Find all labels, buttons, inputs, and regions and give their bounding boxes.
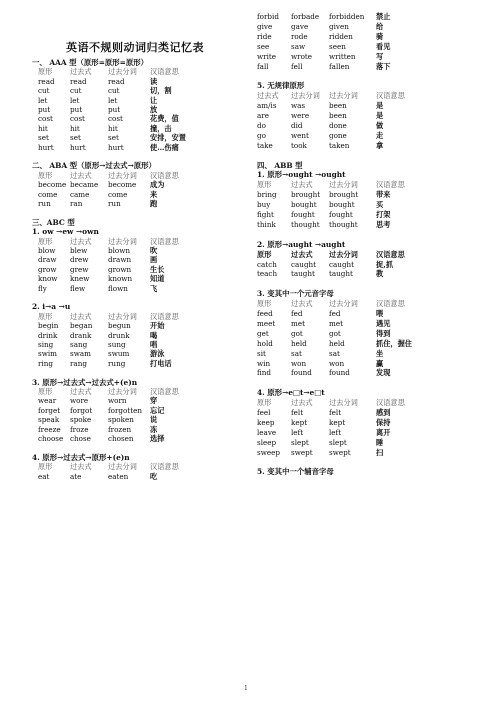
past-participle: ridden [329, 31, 353, 41]
chinese-meaning: 教 [376, 269, 384, 279]
past-tense: fell [291, 61, 303, 71]
base-form: go [257, 130, 266, 140]
base-form: bring [257, 190, 277, 200]
past-participle: forbidden [329, 12, 365, 21]
base-form: blow [38, 246, 56, 255]
chinese-meaning: 成为 [150, 180, 165, 190]
base-form: hit [38, 123, 48, 133]
past-participle: grown [108, 264, 132, 274]
past-tense: 过去式 [70, 462, 92, 472]
past-participle: rung [108, 358, 126, 368]
past-participle: spoken [108, 415, 134, 425]
base-form: fight [257, 210, 274, 219]
chinese-meaning: 汉语意思 [150, 236, 179, 246]
past-tense: took [291, 140, 307, 150]
chinese-meaning: 抓住，握住 [376, 338, 412, 348]
past-tense: put [70, 105, 83, 114]
past-participle: 过去分词 [108, 67, 137, 77]
past-participle: 过去分词 [329, 249, 358, 259]
past-tense: cost [70, 114, 85, 124]
base-form: keep [257, 417, 275, 427]
past-participle: 过去分词 [108, 387, 137, 396]
past-participle: known [108, 274, 133, 284]
past-participle: come [108, 189, 128, 199]
section-header: 二、 ABA 型（原形→过去式→原形） [32, 161, 156, 171]
base-form: take [257, 140, 273, 150]
chinese-meaning: 看见 [376, 41, 391, 51]
chinese-meaning: 感到 [376, 408, 391, 417]
past-participle: swept [329, 447, 351, 457]
base-form: read [38, 76, 55, 86]
past-participle: met [329, 318, 343, 328]
section-header: 一、 AAA 型（原形=原形=原形） [32, 58, 149, 67]
chinese-meaning: 喂 [376, 309, 384, 318]
past-participle: 过去分词 [329, 299, 358, 309]
past-tense: bought [291, 200, 317, 210]
subsection-header: 3. 原形→过去式→过去式+(e)n [32, 377, 138, 387]
subsection-header: 4. 原形→e□t→e□t [257, 388, 325, 398]
chinese-meaning: 飞 [150, 283, 158, 293]
base-form: buy [257, 200, 271, 210]
chinese-meaning: 汉语意思 [376, 91, 405, 101]
base-form: leave [257, 427, 277, 437]
past-participle: kept [329, 417, 346, 427]
past-tense: saw [291, 41, 306, 51]
chinese-meaning: 思考 [376, 219, 391, 229]
page-title: 英语不规则动词归类记忆表 [66, 41, 204, 54]
past-participle: chosen [108, 434, 134, 443]
base-form: sit [257, 348, 266, 358]
past-tense: 过去式 [70, 67, 92, 77]
past-participle: blown [108, 246, 131, 255]
past-participle: hurt [108, 142, 124, 152]
base-form: sing [38, 340, 54, 349]
chinese-meaning: 说 [150, 415, 158, 425]
past-participle: hit [108, 123, 118, 133]
chinese-meaning: 开始 [150, 321, 165, 331]
subsection-header: 2. i→a →u [32, 302, 71, 312]
base-form: fly [38, 283, 47, 293]
chinese-meaning: 唱 [150, 340, 158, 349]
past-participle: forgotten [108, 405, 143, 415]
past-tense: wrote [291, 51, 313, 61]
past-tense: was [291, 101, 306, 111]
past-participle: 过去分词 [329, 180, 358, 190]
past-participle: 过去分词 [108, 311, 137, 321]
past-participle: 过去分词 [329, 91, 358, 101]
base-form: 原形 [38, 170, 53, 180]
past-tense: ran [70, 199, 83, 208]
subsection-header: 5. 无规律原形 [257, 81, 305, 91]
past-tense: rode [291, 31, 308, 41]
past-participle: 过去分词 [329, 398, 358, 408]
past-tense: held [291, 338, 307, 348]
chinese-meaning: 拿 [376, 140, 384, 150]
chinese-meaning: 吃 [150, 471, 158, 481]
chinese-meaning: 睡 [376, 437, 384, 447]
base-form: cut [38, 86, 50, 96]
past-tense: forgot [70, 405, 93, 415]
past-tense: cut [70, 86, 82, 96]
past-participle: cost [108, 114, 123, 124]
base-form: begin [38, 321, 59, 331]
chinese-meaning: 让 [150, 95, 158, 105]
past-participle: thought [329, 219, 358, 229]
past-tense: froze [70, 424, 89, 434]
past-participle: eaten [108, 471, 129, 481]
base-form: swim [38, 349, 57, 359]
past-tense: forbade [291, 12, 320, 21]
past-participle: 过去分词 [108, 462, 137, 472]
past-tense: hit [70, 123, 80, 133]
past-tense: taught [291, 269, 315, 279]
base-form: hurt [38, 142, 54, 152]
past-participle: seen [329, 41, 346, 51]
past-tense: got [291, 328, 303, 338]
base-form: hold [257, 338, 273, 348]
chinese-meaning: 汉语意思 [376, 299, 405, 309]
past-tense: chose [70, 434, 91, 443]
chinese-meaning: 穿 [150, 396, 158, 406]
chinese-meaning: 撞，击 [150, 123, 172, 133]
past-tense: won [291, 358, 307, 368]
chinese-meaning: 汉语意思 [150, 67, 179, 77]
base-form: cost [38, 114, 53, 124]
past-tense: ate [70, 471, 82, 481]
chinese-meaning: 游泳 [150, 349, 165, 359]
page-number: 1 [244, 685, 248, 692]
chinese-meaning: 切，割 [150, 86, 172, 96]
past-tense: slept [291, 437, 309, 447]
chinese-meaning: 汉语意思 [376, 249, 405, 259]
past-participle: 过去分词 [108, 236, 137, 246]
base-form: feed [257, 309, 273, 318]
base-form: drink [38, 330, 58, 340]
past-participle: worn [108, 396, 127, 406]
past-tense: set [70, 133, 81, 143]
past-tense: spoke [70, 415, 92, 425]
past-tense: caught [291, 259, 317, 269]
base-form: 原形 [38, 236, 53, 246]
past-participle: left [329, 427, 342, 437]
base-form: sleep [257, 437, 277, 447]
base-form: know [38, 274, 58, 284]
base-form: set [38, 133, 49, 143]
chinese-meaning: 喝 [150, 330, 158, 340]
past-participle: given [329, 21, 349, 31]
past-participle: put [108, 105, 121, 114]
base-form: write [257, 51, 277, 61]
base-form: forget [38, 405, 61, 415]
past-tense: drank [70, 330, 92, 340]
past-participle: caught [329, 259, 355, 269]
past-participle: won [329, 358, 345, 368]
past-tense: sat [291, 348, 302, 358]
past-tense: came [70, 189, 90, 199]
past-tense: hurt [70, 142, 86, 152]
past-tense: brought [291, 190, 321, 200]
past-tense: 过去式 [291, 398, 313, 408]
past-participle: written [329, 51, 356, 61]
chinese-meaning: 汉语意思 [376, 398, 405, 408]
base-form: wear [38, 396, 57, 406]
chinese-meaning: 画 [150, 255, 158, 265]
chinese-meaning: 遇见 [376, 318, 391, 328]
chinese-meaning: 放 [150, 105, 158, 114]
past-tense: swam [70, 349, 91, 359]
base-form: 过去式 [257, 91, 279, 101]
base-form: speak [38, 415, 60, 425]
chinese-meaning: 赢 [376, 358, 384, 368]
base-form: fall [257, 61, 269, 71]
chinese-meaning: 来 [150, 189, 158, 199]
base-form: do [257, 120, 266, 130]
base-form: ride [257, 31, 272, 41]
past-tense: kept [291, 417, 308, 427]
past-participle: been [329, 101, 347, 111]
past-tense: knew [70, 274, 90, 284]
chinese-meaning: 走 [376, 130, 384, 140]
chinese-meaning: 忘记 [150, 405, 165, 415]
past-participle: held [329, 338, 345, 348]
base-form: let [38, 95, 48, 105]
subsection-header: 3. 变其中一个元音字母 [257, 289, 334, 299]
base-form: 原形 [257, 249, 272, 259]
past-tense: 过去分词 [291, 91, 320, 101]
chinese-meaning: 扫 [376, 447, 384, 457]
subsection-header: 5. 变其中一个辅音字母 [257, 467, 334, 477]
chinese-meaning: 安排，安置 [150, 133, 186, 143]
past-tense: became [70, 180, 99, 190]
chinese-meaning: 坐 [376, 348, 384, 358]
base-form: am/is [257, 101, 277, 111]
chinese-meaning: 做 [376, 120, 384, 130]
chinese-meaning: 骑 [376, 31, 384, 41]
base-form: eat [38, 471, 50, 481]
base-form: find [257, 368, 272, 378]
chinese-meaning: 吹 [150, 246, 158, 255]
past-participle: been [329, 111, 347, 120]
past-tense: grew [70, 264, 89, 274]
chinese-meaning: 冻 [150, 424, 158, 434]
past-participle: drunk [108, 330, 130, 340]
chinese-meaning: 知道 [150, 274, 165, 284]
base-form: see [257, 41, 270, 51]
past-participle: drawn [108, 255, 132, 265]
base-form: ring [38, 358, 53, 368]
chinese-meaning: 得到 [376, 328, 391, 338]
past-tense: 过去式 [291, 249, 313, 259]
past-tense: 过去式 [291, 180, 313, 190]
past-tense: felt [291, 408, 304, 417]
chinese-meaning: 打架 [376, 210, 391, 219]
past-tense: rang [70, 358, 87, 368]
past-participle: found [329, 368, 350, 378]
past-tense: 过去式 [70, 311, 92, 321]
past-tense: were [291, 111, 310, 120]
past-participle: got [329, 328, 341, 338]
past-participle: flown [108, 283, 128, 293]
past-participle: swum [108, 349, 130, 359]
base-form: 原形 [257, 299, 272, 309]
base-form: run [38, 199, 51, 208]
base-form: 原形 [257, 398, 272, 408]
past-tense: let [70, 95, 80, 105]
past-participle: fallen [329, 61, 350, 71]
past-participle: sung [108, 340, 126, 349]
base-form: become [38, 180, 67, 190]
chinese-meaning: 打电话 [150, 358, 172, 368]
subsection-header: 2. 原形→aught →aught [257, 239, 346, 249]
base-form: 原形 [38, 311, 53, 321]
past-tense: went [291, 130, 309, 140]
base-form: get [257, 328, 269, 338]
past-participle: set [108, 133, 119, 143]
base-form: 原形 [38, 67, 53, 77]
past-tense: flew [70, 283, 86, 293]
past-tense: 过去式 [70, 387, 92, 396]
chinese-meaning: 发现 [376, 368, 391, 378]
subsection-header: 1. ow →ew →own [32, 227, 99, 237]
base-form: teach [257, 269, 278, 279]
section-header: 三、ABC 型 [32, 217, 75, 227]
past-participle: sat [329, 348, 340, 358]
base-form: choose [38, 434, 64, 443]
past-tense: blew [70, 246, 88, 255]
base-form: win [257, 358, 271, 368]
past-participle: read [108, 76, 125, 86]
past-participle: bought [329, 200, 355, 210]
past-participle: begun [108, 321, 131, 331]
base-form: come [38, 189, 58, 199]
past-tense: wore [70, 396, 89, 406]
chinese-meaning: 汉语意思 [376, 180, 405, 190]
chinese-meaning: 选择 [150, 434, 165, 443]
chinese-meaning: 落下 [376, 61, 391, 71]
base-form: meet [257, 318, 276, 328]
past-tense: began [70, 321, 93, 331]
past-participle: 过去分词 [108, 170, 137, 180]
base-form: think [257, 219, 276, 229]
past-participle: taught [329, 269, 353, 279]
section-header: 四、 ABB 型 [257, 160, 303, 170]
chinese-meaning: 使…伤痛 [150, 142, 179, 152]
past-tense: 过去式 [70, 236, 92, 246]
past-tense: met [291, 318, 305, 328]
past-tense: 过去式 [70, 170, 92, 180]
past-participle: let [108, 95, 118, 105]
chinese-meaning: 汉语意思 [150, 462, 179, 472]
chinese-meaning: 买 [376, 200, 384, 210]
base-form: forbid [257, 12, 279, 21]
chinese-meaning: 汉语意思 [150, 387, 179, 396]
past-tense: swept [291, 447, 313, 457]
past-participle: done [329, 120, 347, 130]
chinese-meaning: 离开 [376, 427, 391, 437]
base-form: feel [257, 408, 271, 417]
past-tense: 过去式 [291, 299, 313, 309]
past-participle: cut [108, 86, 120, 96]
past-tense: fed [291, 309, 303, 318]
past-tense: fought [291, 210, 315, 219]
base-form: 原形 [38, 387, 53, 396]
past-participle: taken [329, 140, 350, 150]
past-tense: did [291, 120, 303, 130]
past-tense: left [291, 427, 304, 437]
chinese-meaning: 是 [376, 101, 384, 111]
base-form: freeze [38, 424, 61, 434]
chinese-meaning: 花费，值 [150, 114, 179, 124]
chinese-meaning: 汉语意思 [150, 170, 179, 180]
past-participle: brought [329, 190, 359, 200]
chinese-meaning: 保持 [376, 417, 391, 427]
chinese-meaning: 捉,抓 [376, 259, 393, 269]
chinese-meaning: 给 [376, 21, 384, 31]
base-form: sweep [257, 447, 280, 457]
base-form: 原形 [38, 462, 53, 472]
base-form: are [257, 111, 269, 120]
subsection-header: 1. 原形→ought →ought [257, 170, 346, 180]
base-form: catch [257, 259, 277, 269]
past-participle: become [108, 180, 137, 190]
chinese-meaning: 汉语意思 [150, 311, 179, 321]
base-form: put [38, 105, 51, 114]
base-form: grow [38, 264, 57, 274]
past-tense: sang [70, 340, 88, 349]
past-tense: found [291, 368, 312, 378]
chinese-meaning: 写 [376, 51, 384, 61]
chinese-meaning: 跑 [150, 199, 158, 208]
base-form: draw [38, 255, 57, 265]
past-tense: thought [291, 219, 320, 229]
base-form: give [257, 21, 273, 31]
past-participle: run [108, 199, 121, 208]
base-form: 原形 [257, 180, 272, 190]
past-participle: felt [329, 408, 342, 417]
chinese-meaning: 带来 [376, 190, 391, 200]
subsection-header: 4. 原形→过去式→原形+(e)n [32, 452, 130, 462]
past-participle: fought [329, 210, 353, 219]
past-tense: gave [291, 21, 309, 31]
past-participle: fed [329, 309, 341, 318]
past-participle: gone [329, 130, 347, 140]
chinese-meaning: 生长 [150, 264, 165, 274]
past-participle: frozen [108, 424, 132, 434]
past-participle: slept [329, 437, 347, 447]
past-tense: drew [70, 255, 89, 265]
past-tense: read [70, 76, 87, 86]
chinese-meaning: 读 [150, 76, 158, 86]
chinese-meaning: 禁止 [376, 12, 391, 21]
chinese-meaning: 是 [376, 111, 384, 120]
